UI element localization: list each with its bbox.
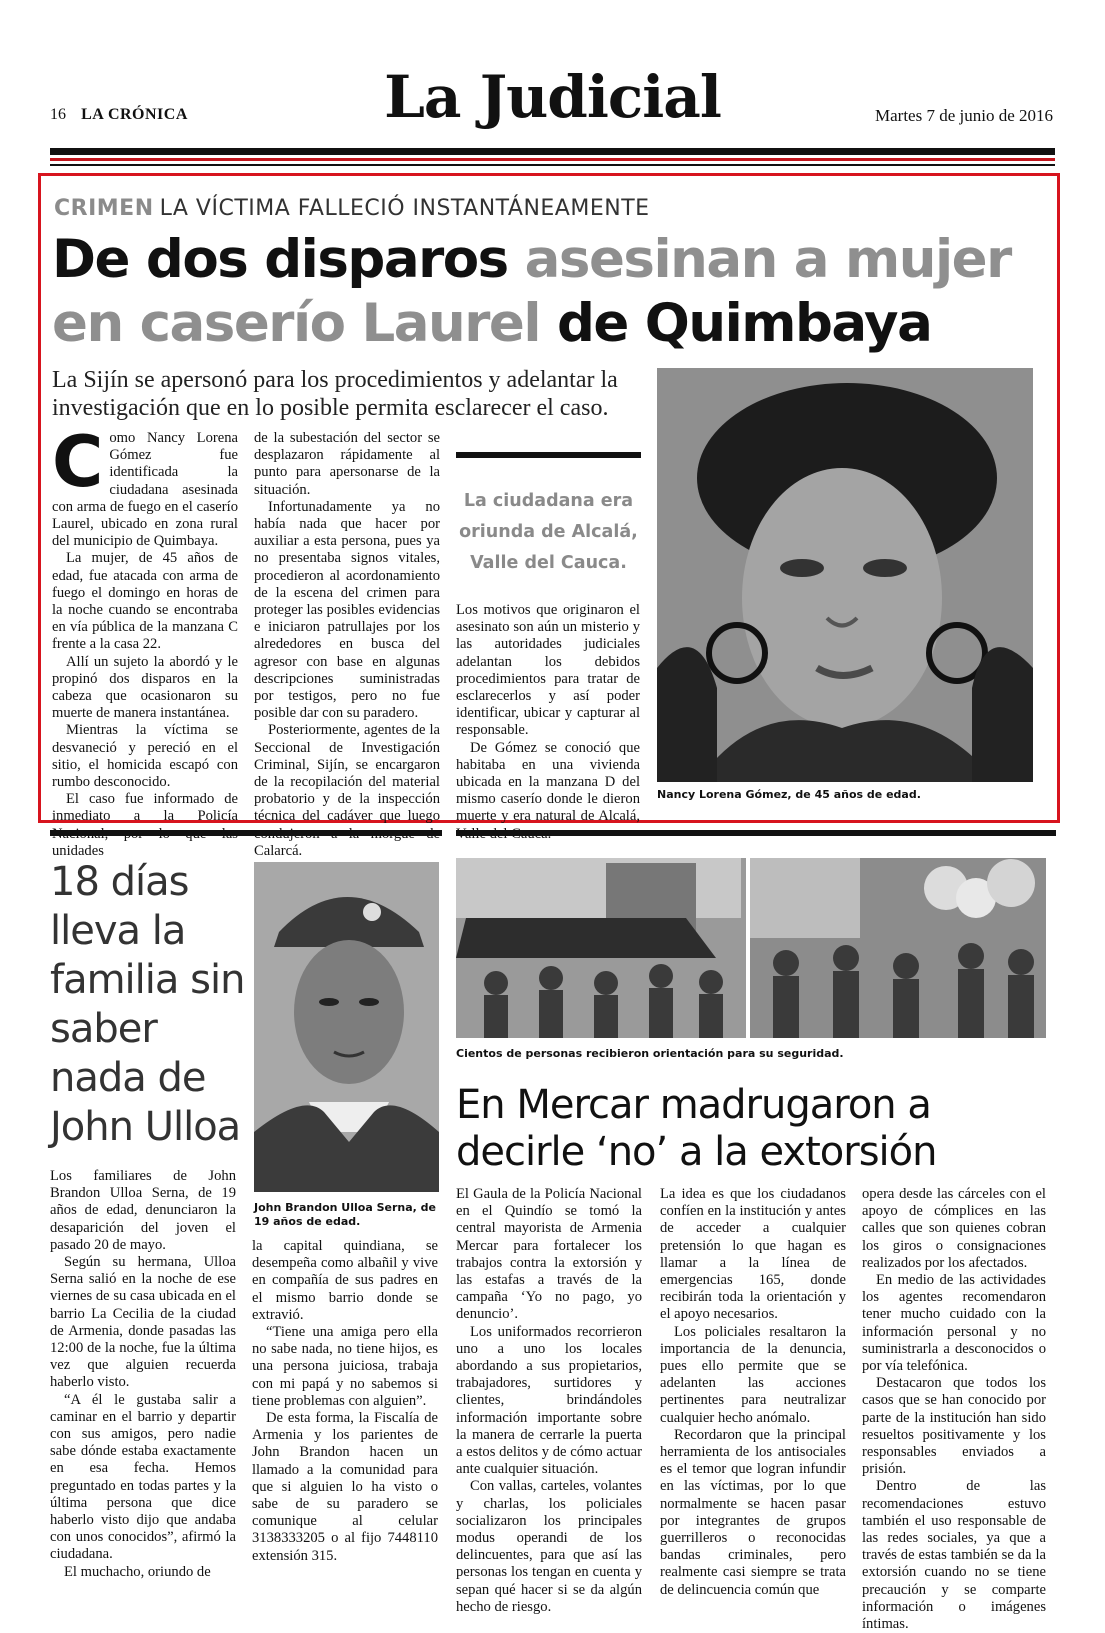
pull-quote: La ciudadana era oriunda de Alcalá, Valle del Cauca. (459, 491, 638, 573)
page-number: 16 (50, 106, 66, 123)
header-rule-red (50, 158, 1055, 161)
side-column-2 (252, 1238, 438, 1565)
victim-portrait-illustration (657, 368, 1033, 782)
missing-person-photo (254, 862, 439, 1192)
paragraph: Los familiares de John Brandon Ulloa Serna, de 19 años de edad, denunciaron la desaparición del joven el pasado 20 de mayo. (50, 1168, 236, 1253)
paragraph: opera desde las cárceles con el apoyo de cómplices en las calles que son quienes cobran los giros o consignaciones realizados por los afectados. (862, 1186, 1046, 1271)
section-rule-left (50, 830, 442, 836)
paragraph: El caso fue informado de inmediato a la Policía unidades (52, 791, 238, 859)
mercar-column-1 (456, 1186, 642, 1616)
paragraph: En medio de las actividades los agentes recomendaron tener mucho cuidado con la información personal y no suministrarla a desconocidos o por vía telefónica. (862, 1272, 1046, 1375)
header-rule-thick (50, 148, 1055, 155)
paragraph: Con vallas, carteles, volantes y charlas, los policiales socializaron los principales modus operandi de los delincuentes, para que así las personas los tengan en cuenta y sepan qué hacer si se da algún hecho de riesgo. (456, 1478, 642, 1615)
mercar-column-3 (862, 1186, 1046, 1633)
headline-part-2: asesinan a mujer (524, 229, 1011, 290)
paragraph: Allí un sujeto la abordó y le propinó dos disparos en la cabeza que ocasionaron su muerte de manera instantánea. (52, 653, 238, 722)
paragraph: Recordaron que la principal herramienta de los antisociales es el temor que logran infundir en las víctimas, por lo que normalmente se hacen pasar por integrantes de grupos guerrilleros o reconocidas bandas criminales, pero realmente casi siempre se trata de delincuencia común que (660, 1426, 846, 1598)
mercar-photo-caption: Cientos de personas recibieron orientación para su seguridad. (456, 1047, 844, 1060)
main-dek: La Sijín se apersonó para los procedimientos y adelantar la investigación que en lo posible permita esclarecer el caso. (52, 367, 618, 421)
victim-photo (657, 368, 1033, 782)
paragraph: Destacaron que todos los casos que se han conocido por parte de la institución han sido resueltos positivamente y los responsables enviados a prisión. (862, 1375, 1046, 1478)
paragraph: Los policiales resaltaron la importancia de la denuncia, pues ello permite que se adelanten las acciones pertinentes para neutralizar cualquier hecho anómalo. (660, 1323, 846, 1426)
kicker-text: LA VÍCTIMA FALLECIÓ INSTANTÁNEAMENTE (159, 196, 650, 221)
main-headline (52, 228, 1052, 356)
paragraph: Los motivos que originaron el asesinato son aún un misterio y las autoridades judiciales adelantan los debidos procedimientos para tratar de esclarecerlos y así poder identificar, ubicar y capturar al responsable. (456, 602, 640, 739)
paragraph: Posteriormente, agentes de la Seccional de Investigación Criminal, Sijín, se encargaron de la recopilación del material probatorio y de la inspección técnica del cadáver que luego Calarcá. (254, 722, 440, 859)
paragraph: De Gómez se conoció que habitaba en una vivienda ubicada en la manzana D del mismo caserío donde le dieron muerte y era natural de Alcalá, (456, 739, 640, 825)
victim-photo-caption: Nancy Lorena Gómez, de 45 años de edad. (657, 788, 921, 801)
paragraph: La idea es que los ciudadanos confíen en la institución y antes de acceder a cualquier pretensión lo que hagan es llamar a la línea de emergencias 165, donde recibirán toda la orientación y el apoyo necesarios. (660, 1186, 846, 1323)
kicker-tag: CRIMEN (54, 196, 154, 221)
mercar-headline: En Mercar madrugaron a decirle ‘no’ a la extorsión (456, 1082, 937, 1175)
drop-cap: C (52, 421, 104, 503)
paragraph: “A él le gustaba salir a caminar en el barrio y departir con sus amigos, pero nadie sabe dónde estaba exactamente en esa fecha. Hemos preguntado en todas partes y la última persona que dice haberlo visto dijo que andaba con unos conocidos”, afirmó la ciudadana. (50, 1391, 236, 1563)
section-title: La Judicial (384, 63, 721, 131)
mercar-event-photo (456, 858, 1046, 1038)
main-column-1 (52, 421, 238, 860)
paragraph: Dentro de las recomendaciones estuvo también el uso responsable de las redes sociales, ya que a través de estas también se da la extorsión cuando no se tiene precaución y se comparte información o imágenes íntimas. (862, 1478, 1046, 1633)
paragraph: Infortunadamente ya no había nada que hacer por auxiliar a esta persona, pues ya no presentaba signos vitales, procedieron al acordonamiento de la escena del crimen para proteger las posibles evidencias e iniciaron patrullajes por los alrededores en busca del agresor con base en algunas descripciones suministradas por testigos, pero no fue posible dar con su paradero. (254, 498, 440, 722)
paragraph: la capital quindiana, se desempeña como albañil y vive en compañía de sus padres en el mismo barrio donde se extravió. (252, 1238, 438, 1323)
missing-person-caption: John Brandon Ulloa Serna, de 19 años de edad. (254, 1201, 436, 1228)
main-column-3 (456, 602, 640, 843)
issue-date: Martes 7 de junio de 2016 (875, 106, 1053, 125)
paragraph: El muchacho, oriundo de (64, 1563, 211, 1580)
side-column-1 (50, 1168, 236, 1581)
section-rule-right (456, 830, 1056, 836)
publication-name: LA CRÓNICA (81, 106, 188, 123)
pull-quote-rule (456, 452, 641, 458)
paragraph: Los uniformados recorrieron uno a uno los locales abordando a sus propietarios, trabajadores, surtidores y clientes, brindándoles información importante sobre la manera de cerrarle la puerta a estos delitos y de cómo actuar ante cualquier situación. (456, 1323, 642, 1478)
headline-part-3: en caserío Laurel (52, 293, 540, 354)
paragraph: “Tiene una amiga pero ella no sabe nada, no tiene hijos, es una persona juiciosa, trabaja con mi papá y no sabemos si tiene problemas con alguien”. (252, 1324, 438, 1409)
paragraph: de la subestación del sector se desplazaron rápidamente al punto para apersonarse de la situación. (254, 430, 440, 498)
main-column-2 (254, 430, 440, 860)
header-rule-thin (50, 164, 1055, 166)
market-crowd-illustration (456, 858, 1046, 1038)
paragraph: De esta forma, la Fiscalía de Armenia y los parientes de John Brandon hacen un llamado a la comunidad para que si alguien lo ha visto o sabe de su paradero se comunique al celular 3138333205 o al fijo 7448110 extensión 315. (252, 1410, 438, 1564)
paragraph: Como Nancy Lorena Gómez fue identificada la ciudadana asesinada con arma de fuego en el caserío Laurel, ubicado en zona rural del municipio de Quimbaya. (52, 421, 238, 550)
mercar-column-2 (660, 1186, 846, 1599)
paragraph: La mujer, de 45 años de edad, fue atacada con arma de fuego el domingo en horas de la noche cuando se encontraba en vía pública de la manzana C frente a la casa 22. (52, 550, 238, 653)
paragraph: Mientras la víctima se desvaneció y pereció en el sitio, el homicida escapó con rumbo desconocido. (52, 722, 238, 791)
paragraph: El Gaula de la Policía Nacional en el Quindío se tomó la central mayorista de Armenia Mercar para fortalecer los trabajos contra la extorsión y las estafas a través de la campaña ‘Yo no pago, yo denuncio’. (456, 1186, 642, 1323)
side-headline: 18 días lleva la familia sin saber nada de John Ulloa (50, 859, 245, 1150)
paragraph: Según su hermana, Ulloa Serna salió en la noche de ese viernes de su casa ubicada en el barrio La Cecilia de la ciudad de Armenia, donde pasadas las 12:00 de la noche, fue la última vez que alguien recuerda haberlo visto. (50, 1254, 236, 1391)
soldier-portrait-illustration (254, 862, 439, 1192)
headline-part-4: de Quimbaya (556, 293, 932, 354)
kicker (54, 196, 650, 221)
headline-part-1: De dos disparos (52, 229, 508, 290)
